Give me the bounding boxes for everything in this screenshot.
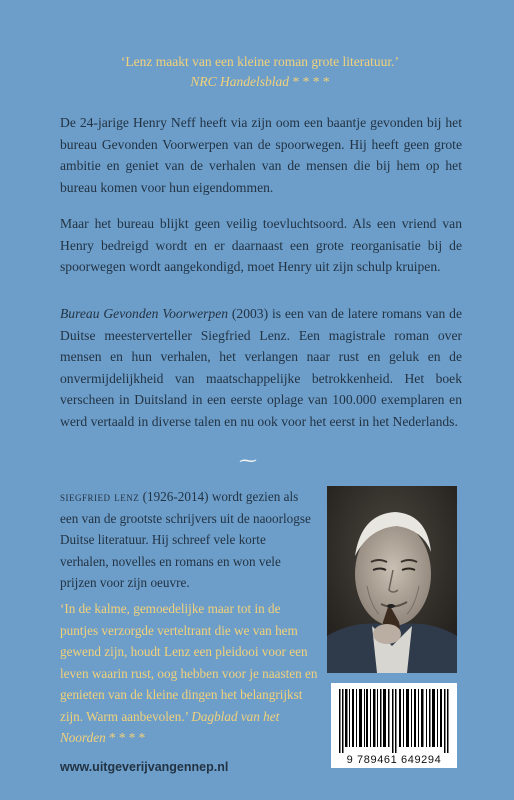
ornament-divider: ⁓ bbox=[239, 450, 257, 470]
review-text: ‘In de kalme, gemoedelijke maar tot in de puntjes verzorgde verteltrant die we van hem gewend zijn, houdt Lenz een pleidooi voor een leven waarin rust, oog hebben voor je naasten en genieten van de kleine dingen het belangrijkst zijn. Warm aanbevolen.’ bbox=[60, 601, 318, 724]
isbn-number: 9 789461 649294 bbox=[346, 754, 442, 766]
author-portrait-illustration bbox=[327, 486, 457, 673]
barcode-icon bbox=[331, 683, 457, 753]
review-stars: * * * * bbox=[105, 730, 146, 745]
author-name: siegfried lenz bbox=[60, 489, 140, 504]
top-quote-stars: * * * * bbox=[289, 74, 330, 89]
author-bio-text: (1926-2014) wordt gezien als een van de grootste schrijvers uit de naoorlogse Duitse literatuur. Hij schreef vele korte verhalen, novelles en romans en won vele prijzen voor zijn oeuvre. bbox=[60, 489, 311, 590]
review-quote bbox=[60, 598, 318, 749]
blurb-paragraph-3-text: (2003) is een van de latere romans van de Duitse meesterverteller Siegfried Lenz. Een magistrale roman over mensen en hun verhalen, het verlangen naar rust en geluk en de onvermijdelijkheid van maatschappelijke betrokkenheid. Het boek verscheen in Duitsland in een eerste oplage van 100.000 exemplaren en werd vertaald in diverse talen en nu ook voor het eerst in het Nederlands. bbox=[60, 306, 462, 429]
isbn-barcode bbox=[331, 683, 457, 768]
top-quote bbox=[60, 52, 460, 92]
blurb-paragraph-2: Maar het bureau blijkt geen veilig toevluchtsoord. Als een vriend van Henry bedreigd wordt en er daarnaast een grote reorganisatie bij de spoorwegen wordt aangekondigd, moet Henry uit zijn schulp kruipen. bbox=[60, 216, 462, 274]
blurb-paragraph-1: De 24-jarige Henry Neff heeft via zijn oom een baantje gevonden bij het bureau Gevonden Voorwerpen van de spoorwegen. Hij heeft geen grote ambitie en geniet van de verhalen van de mensen die bij hem op het bureau komen voor hun eigendommen. bbox=[60, 115, 462, 195]
review-source: Dagblad van het Noorden bbox=[60, 708, 280, 745]
blurb-paragraph-3 bbox=[60, 303, 462, 432]
author-photo bbox=[327, 486, 457, 673]
author-bio bbox=[60, 486, 316, 594]
top-quote-text: ‘Lenz maakt van een kleine roman grote literatuur.’ bbox=[120, 54, 400, 69]
top-quote-source: NRC Handelsblad bbox=[190, 74, 290, 89]
publisher-website: www.uitgeverijvangennep.nl bbox=[60, 760, 229, 774]
book-title: Bureau Gevonden Voorwerpen bbox=[60, 306, 229, 321]
